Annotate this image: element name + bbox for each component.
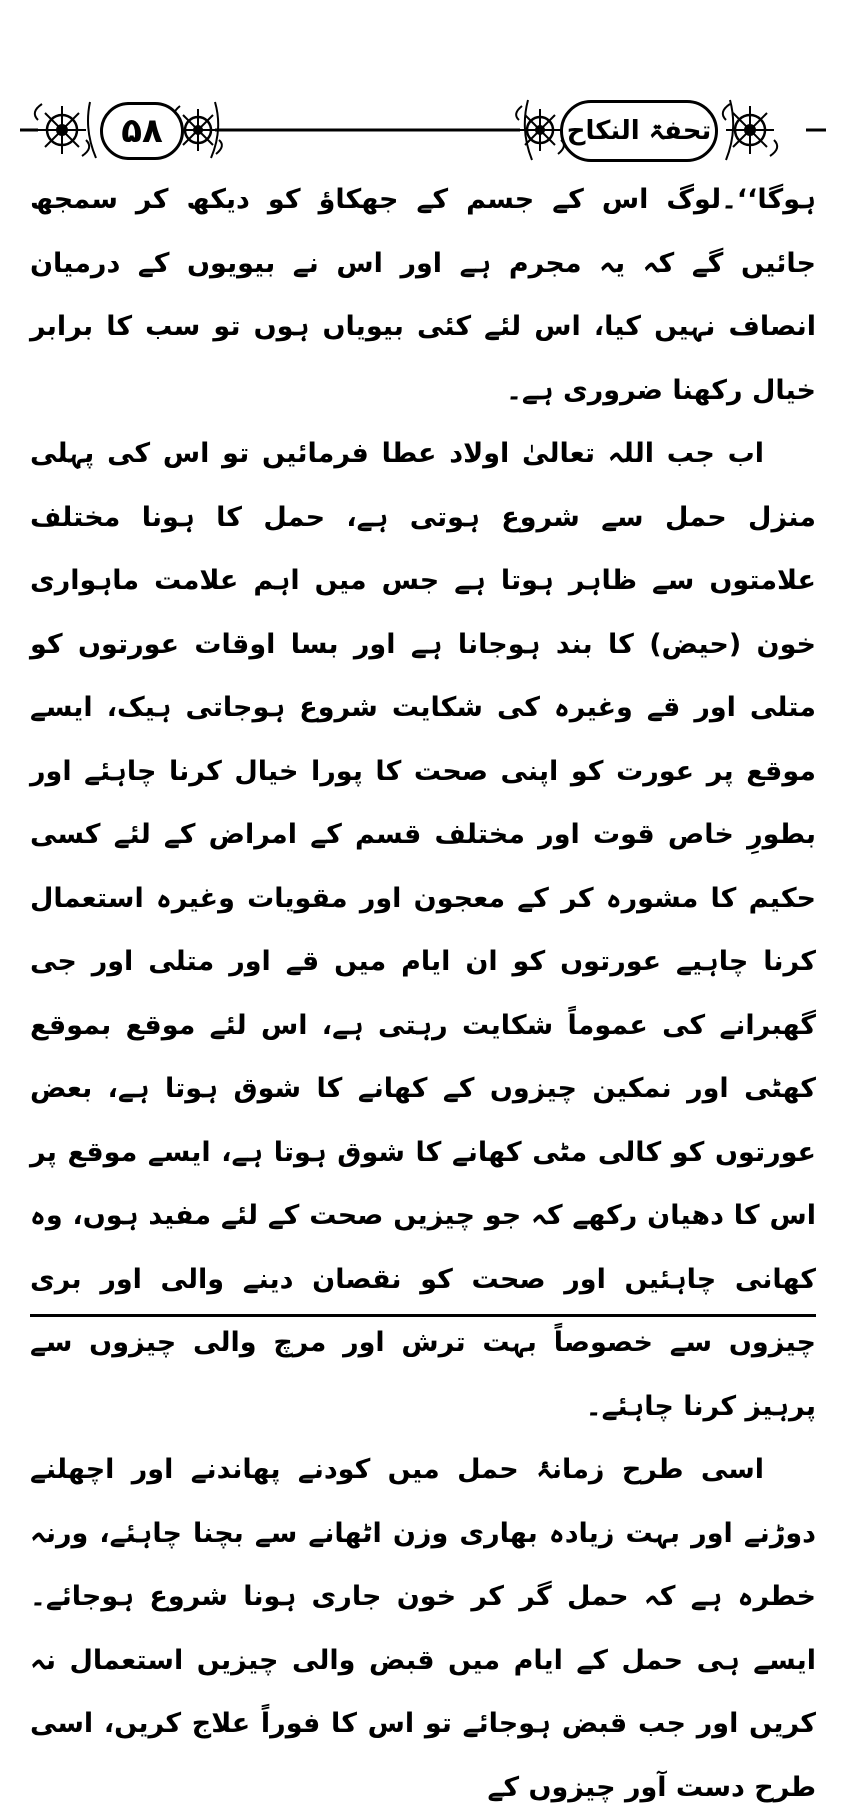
rosette-left-icon <box>35 104 89 156</box>
paragraph: ہوگا‘‘۔لوگ اس کے جسم کے جھکاؤ کو دیکھ کر سمجھ جائیں گے کہ یہ مجرم ہے اور اس نے بیویوں کے درمیان انصاف نہیں کیا، اس لئے کئی بیویاں ہوں تو سب کا برابر خیال رکھنا ضروری ہے۔ <box>30 184 816 406</box>
paragraph: اسی طرح زمانۂ حمل میں کودنے پھاندنے اور اچھلنے دوڑنے اور بہت زیادہ بھاری وزن اٹھانے سے بچنا چاہئے، ورنہ خطرہ ہے کہ حمل گر کر خون جاری ہونا شروع ہوجائے۔ ایسے ہی حمل کے ایام میں قبض والی چیزیں استعمال نہ کریں اور جب قبض ہوجائے تو اس کا فوراً علاج کریں، اسی طرح دست آور چیزوں کے <box>30 1454 816 1803</box>
paragraph: اب جب اللہ تعالیٰ اولاد عطا فرمائیں تو اس کی پہلی منزل حمل سے شروع ہوتی ہے، حمل کا ہونا مختلف علامتوں سے ظاہر ہوتا ہے جس میں اہم علامت ماہواری خون (حیض) کا بند ہوجانا ہے اور بسا اوقات عورتوں کو متلی اور قے وغیرہ کی شکایت شروع ہوجاتی ہیک، ایسے موقع پر عورت کو اپنی صحت کا پورا خیال کرنا چاہئے اور بطورِ خاص قوت اور مختلف قسم کے امراض کے لئے کسی حکیم کا مشورہ کر کے معجون اور مقویات وغیرہ استعمال کرنا چاہیے عورتوں کو ان ایام میں قے اور متلی اور جی گھبرانے کی عموماً شکایت رہتی ہے، اس لئے موقع بموقع کھٹی اور نمکین چیزوں کے کھانے کا شوق ہوتا ہے، بعض عورتوں کو کالی مٹی کھانے کا شوق ہوتا ہے، ایسے موقع پر اس کا دھیان رکھے کہ جو چیزیں صحت کے لئے مفید ہوں، وہ کھانی چاہئیں اور صحت کو نقصان دینے والی اور بری چیزوں سے خصوصاً بہت ترش اور مرچ والی چیزوں سے پرہیز کرنا چاہئے۔ <box>30 438 816 1422</box>
footer-rule <box>30 1314 816 1317</box>
book-title: تحفۃ النکاح <box>560 100 718 162</box>
page-body <box>30 168 816 1819</box>
page-number: ۵۸ <box>100 102 184 160</box>
rosette-icon <box>516 106 564 154</box>
